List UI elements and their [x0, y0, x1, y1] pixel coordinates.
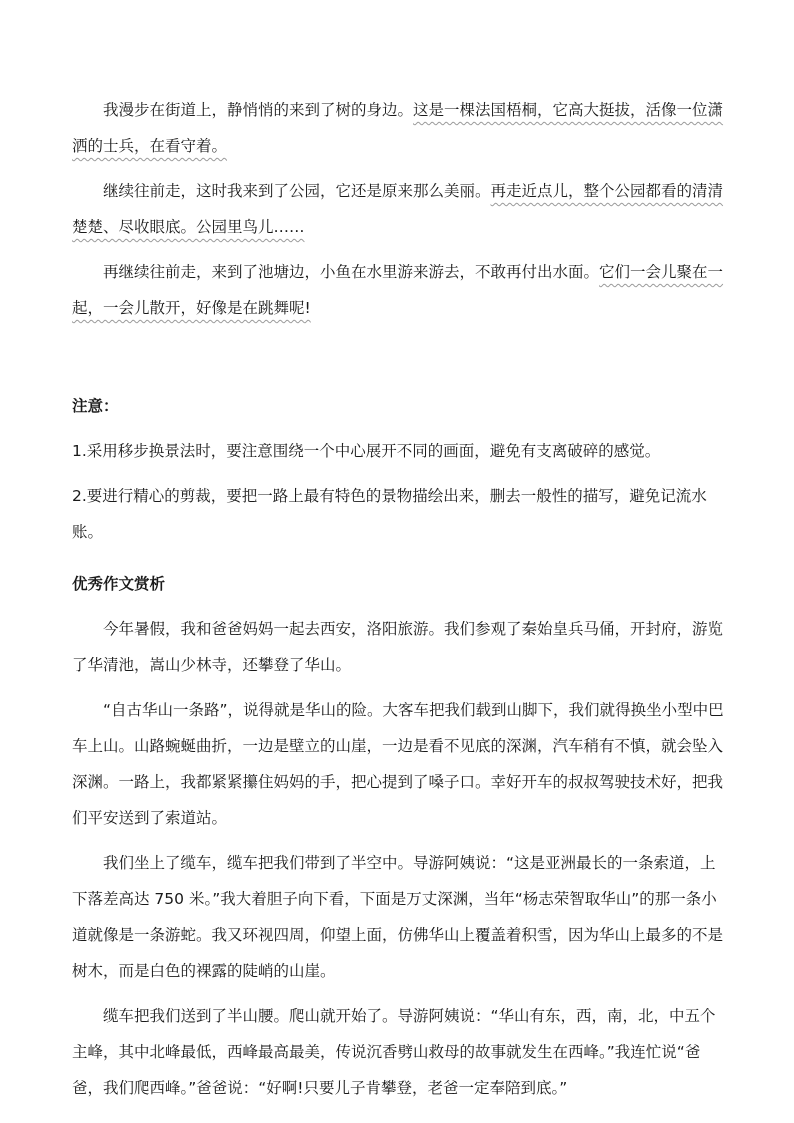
note-item-2: 2.要进行精心的剪裁，要把一路上最有特色的景物描绘出来，删去一般性的描写，避免记流水账。	[72, 487, 707, 541]
essay-paragraph-3: 我们坐上了缆车，缆车把我们带到了半空中。导游阿姨说：“这是亚洲最长的一条索道，上下落差高达 750 米。”我大着胆子向下看，下面是万丈深渊，当年“杨志荣智取华山”的那一条小道就像是一条游蛇。我又环视四周，仰望上面，仿佛华山上覆盖着积雪，因为华山上最多的不是树木，而是白色的裸露的陡峭的山崖。	[72, 854, 724, 980]
sample-paragraph-1-plain: 我漫步在街道上，静悄悄的来到了树的身边。	[103, 101, 414, 119]
essay-paragraph-1: 今年暑假，我和爸爸妈妈一起去西安，洛阳旅游。我们参观了秦始皇兵马俑，开封府，游览了华清池，嵩山少林寺，还攀登了华山。	[72, 620, 724, 674]
essay-paragraph-2: “自古华山一条路”，说得就是华山的险。大客车把我们载到山脚下，我们就得换坐小型中巴车上山。山路蜿蜒曲折，一边是壁立的山崖，一边是看不见底的深渊，汽车稍有不慎，就会坠入深渊。一路上，我都紧紧攥住妈妈的手，把心提到了嗓子口。幸好开车的叔叔驾驶技术好，把我们平安送到了索道站。	[72, 701, 724, 827]
sample-paragraph-1	[72, 92, 724, 164]
sample-paragraph-2	[72, 173, 724, 245]
notes-heading: 注意：	[72, 397, 119, 415]
sample-paragraph-3-plain: 再继续往前走，来到了池塘边，小鱼在水里游来游去，不敢再付出水面。	[103, 263, 600, 281]
sample-paragraph-2-plain: 继续往前走，这时我来到了公园，它还是原来那么美丽。	[103, 182, 491, 200]
sample-paragraph-3-underlined: 它们一会儿聚在一起，一会儿散开，好像是在跳舞呢!	[72, 263, 724, 317]
essay-heading: 优秀作文赏析	[72, 575, 166, 593]
sample-paragraph-3	[72, 254, 724, 326]
essay-paragraph-4: 缆车把我们送到了半山腰。爬山就开始了。导游阿姨说：“华山有东，西，南，北，中五个主峰，其中北峰最低，西峰最高最美，传说沉香劈山救母的故事就发生在西峰。”我连忙说“爸爸，我们爬西峰。”爸爸说：“好啊!只要儿子肯攀登，老爸一定奉陪到底。”	[72, 1007, 716, 1097]
document-page	[72, 92, 724, 1106]
sample-paragraph-1-underlined: 这是一棵法国梧桐，它高大挺拔，活像一位潇洒的士兵，在看守着。	[72, 101, 724, 155]
note-item-1: 1.采用移步换景法时，要注意围绕一个中心展开不同的画面，避免有支离破碎的感觉。	[72, 442, 661, 460]
sample-paragraph-2-underlined: 再走近点儿，整个公园都看的清清楚楚、尽收眼底。公园里鸟儿……	[72, 182, 724, 236]
